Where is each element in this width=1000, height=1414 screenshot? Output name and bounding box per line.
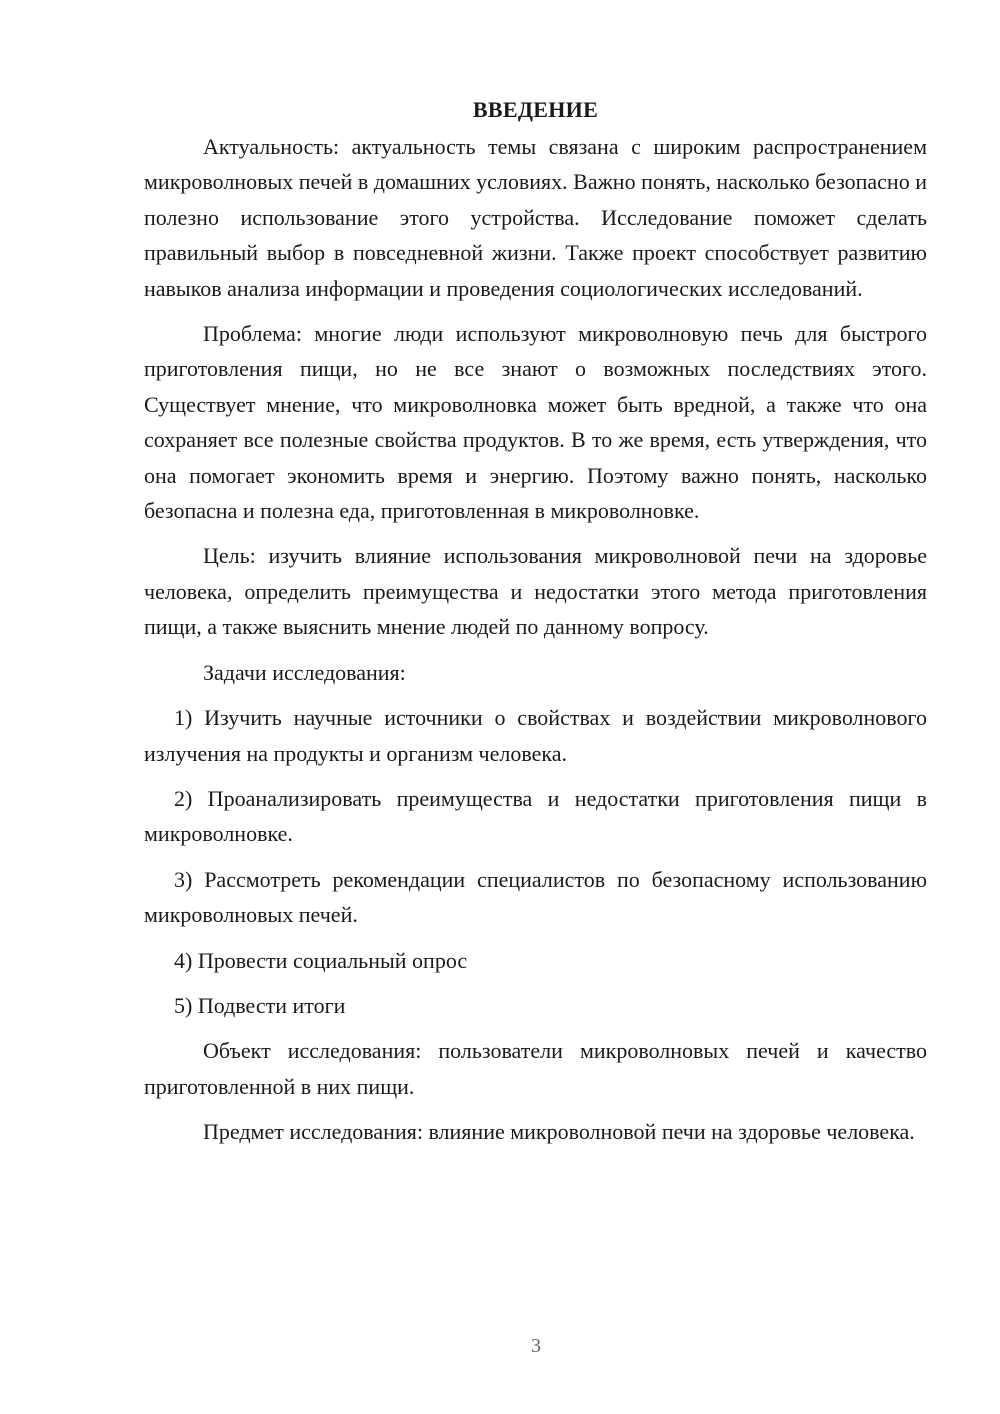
- page-number: 3: [531, 1335, 541, 1357]
- task-item-2: 2) Проанализировать преимущества и недостатки приготовления пищи в микроволновке.: [144, 785, 927, 847]
- page-title: ВВЕДЕНИЕ: [472, 97, 599, 122]
- task-item-1: 1) Изучить научные источники о свойствах и воздействии микроволнового излучения на продукты и организм человека.: [144, 705, 927, 766]
- paragraph-relevance: Актуальность: актуальность темы связана с широким распространением микроволновых печей в домашних условиях. Важно понять, насколько безопасно и полезно использование этого устройства. Исследование поможет сделать правильный выбор в повседневной жизни. Также проект способствует развитию навыков анализа информации и проведения социологических исследований.: [144, 134, 927, 301]
- task-item-3: 3) Рассмотреть рекомендации специалистов по безопасному использованию микроволновых печей.: [144, 866, 927, 928]
- paragraph-problem: Проблема: многие люди используют микроволновую печь для быстрого приготовления пищи, но не все знают о возможных последствиях этого. Существует мнение, что микроволновка может быть вредной, а также что она сохраняет все полезные свойства продуктов. В то же время, есть утверждения, что она помогает экономить время и энергию. Поэтому важно понять, насколько безопасна и полезна еда, приготовленная в микроволновке.: [144, 321, 927, 524]
- tasks-heading: Задачи исследования:: [203, 659, 406, 685]
- paragraph-goal: Цель: изучить влияние использования микроволновой печи на здоровье человека, определить преимущества и недостатки этого метода приготовления пищи, а также выяснить мнение людей по данному вопросу.: [144, 543, 927, 640]
- paragraph-object: Объект исследования: пользователи микроволновых печей и качество приготовленной в них пищи.: [144, 1038, 927, 1099]
- task-item-4: 4) Провести социальный опрос: [174, 947, 468, 973]
- task-item-5: 5) Подвести итоги: [174, 992, 346, 1018]
- paragraph-subject: Предмет исследования: влияние микроволновой печи на здоровье человека.: [203, 1119, 915, 1145]
- document-body: [144, 92, 927, 1150]
